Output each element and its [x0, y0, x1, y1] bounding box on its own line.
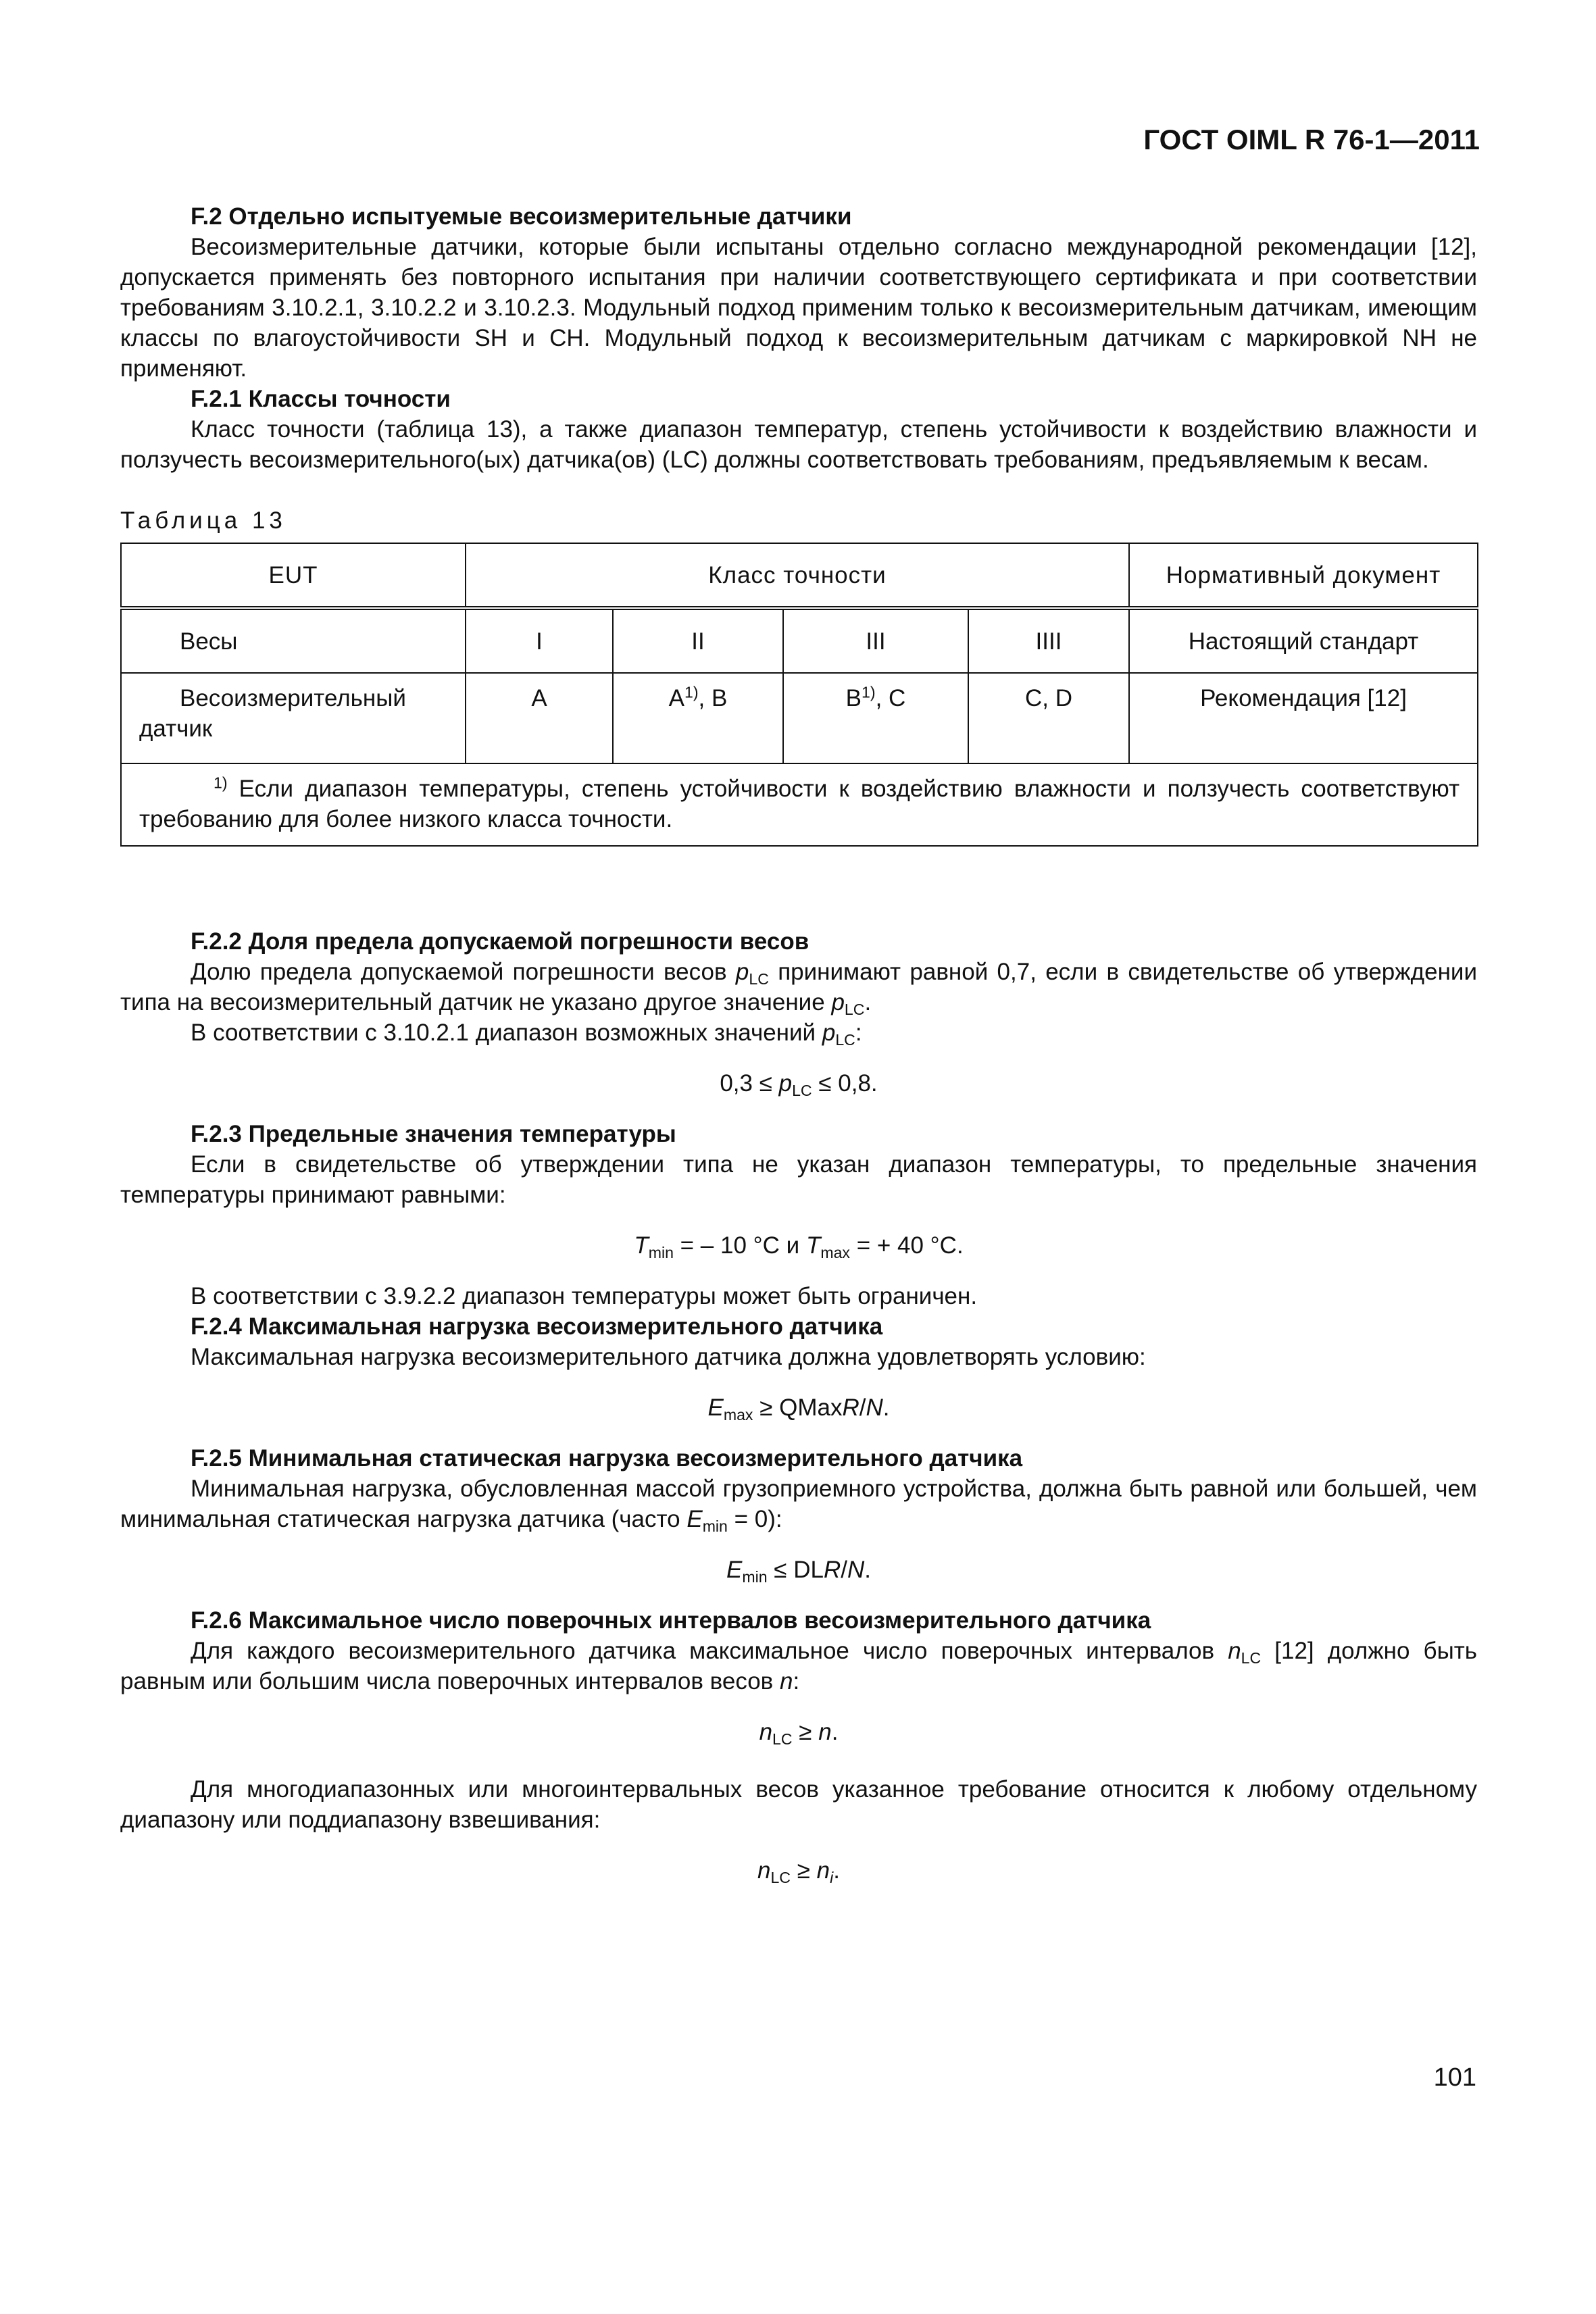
formula-nlc: $n_{LC} \ge n$. [759, 1719, 839, 1748]
header-accuracy-class: Класс точности [466, 543, 1129, 608]
section-f2-heading: F.2 Отдельно испытуемые весоизмерительные датчики [191, 203, 852, 230]
cell-class-3: III [783, 608, 968, 673]
section-f22-paragraph-2: В соответствии с 3.10.2.1 диапазон возможных значений $p_{LC}$: [191, 1020, 862, 1049]
table-13 [120, 543, 1478, 847]
cell-class-4: IIII [968, 608, 1129, 673]
table-row [121, 608, 1478, 673]
section-f26-paragraph-2: Для многодиапазонных или многоинтервальных весов указанное требование относится к любому отдельному диапазону или поддиапазону взвешивания: [120, 1776, 1477, 1833]
section-f26-heading: F.2.6 Максимальное число поверочных интервалов весоизмерительного датчика [191, 1607, 1151, 1634]
formula-emin: $E_{min} \le DLR/N$. [726, 1557, 871, 1586]
page-number: 101 [1433, 2063, 1476, 2092]
cell-class-3: $B^{1)}$, C [783, 673, 968, 763]
document-code-header: ГОСТ OIML R 76-1—2011 [1143, 124, 1480, 155]
formula-temperature-limits: $T_{min}$ = – 10 °C и $T_{max}$ = + 40 °C. [634, 1232, 964, 1261]
section-f25-paragraph: Минимальная нагрузка, обусловленная массой грузоприемного устройства, должна быть равной или большей, чем минимальная статическая нагрузка датчика (часто $E_{min} = 0$): [120, 1476, 1477, 1535]
cell-class-2: $A^{1)}$, B [613, 673, 783, 763]
header-normative-document: Нормативный документ [1129, 543, 1478, 608]
table-footnote-row [121, 763, 1478, 846]
table-header-row [121, 543, 1478, 608]
section-f23-after: В соответствии с 3.9.2.2 диапазон температуры может быть ограничен. [191, 1283, 978, 1309]
section-f24-heading: F.2.4 Максимальная нагрузка весоизмерительного датчика [191, 1313, 883, 1340]
section-f2-paragraph: Весоизмерительные датчики, которые были испытаны отдельно согласно международной рекомендации [12], допускается применять без повторного испытания при наличии соответствующего сертификата и при соответствии требованиям 3.10.2.1, 3.10.2.2 и 3.10.2.3. Модульный подход применим только к весоизмерительным датчикам, имеющим классы по влагоустойчивости SH и CH. Модульный подход к весоизмерительным датчикам с маркировкой NH не применяют. [120, 234, 1477, 382]
section-f25-heading: F.2.5 Минимальная статическая нагрузка весоизмерительного датчика [191, 1445, 1023, 1472]
section-f22-heading: F.2.2 Доля предела допускаемой погрешности весов [191, 928, 809, 955]
section-f23-heading: F.2.3 Предельные значения температуры [191, 1121, 676, 1147]
cell-document: Настоящий стандарт [1129, 608, 1478, 673]
section-f21-heading: F.2.1 Классы точности [191, 386, 451, 412]
cell-class-1: A [466, 673, 613, 763]
page-content [120, 201, 1477, 1886]
section-f26-paragraph-1: Для каждого весоизмерительного датчика максимальное число поверочных интервалов $n_{LC}$ [12] должно быть равным или большим числа поверочных интервалов весов n: [120, 1638, 1477, 1694]
cell-class-4: C, D [968, 673, 1129, 763]
formula-emax: $E_{max}$ ≥ QMaxR/N. [707, 1394, 890, 1424]
cell-class-1: I [466, 608, 613, 673]
formula-nlc-ni: $n_{LC} \ge n_i$. [757, 1857, 840, 1886]
header-eut: EUT [121, 543, 466, 608]
cell-eut: Весоизмерительный датчик [121, 673, 466, 763]
section-f22-paragraph-1: Долю предела допускаемой погрешности весов $p_{LC}$ принимают равной 0,7, если в свидетельстве об утверждении типа на весоизмерительный датчик не указано другое значение $p_{LC}$. [120, 959, 1478, 1018]
formula-p-lc-range: $0,3 \le p_{LC} \le 0,8$. [720, 1070, 878, 1099]
table-13-caption: Таблица 13 [120, 507, 286, 534]
table-row [121, 673, 1478, 763]
cell-class-2: II [613, 608, 783, 673]
table-footnote: $^{1)}$ Если диапазон температуры, степень устойчивости к воздействию влажности и ползучесть соответствуют требованию для более низкого класса точности. [121, 763, 1478, 846]
section-f23-paragraph: Если в свидетельстве об утверждении типа не указан диапазон температуры, то предельные значения температуры принимают равными: [120, 1151, 1477, 1208]
cell-document: Рекомендация [12] [1129, 673, 1478, 763]
cell-eut: Весы [121, 608, 466, 673]
section-f24-paragraph: Максимальная нагрузка весоизмерительного датчика должна удовлетворять условию: [191, 1344, 1146, 1370]
section-f21-paragraph: Класс точности (таблица 13), а также диапазон температур, степень устойчивости к воздействию влажности и ползучесть весоизмерительного(ых) датчика(ов) (LC) должны соответствовать требованиям, предъявляемым к весам. [120, 416, 1477, 473]
